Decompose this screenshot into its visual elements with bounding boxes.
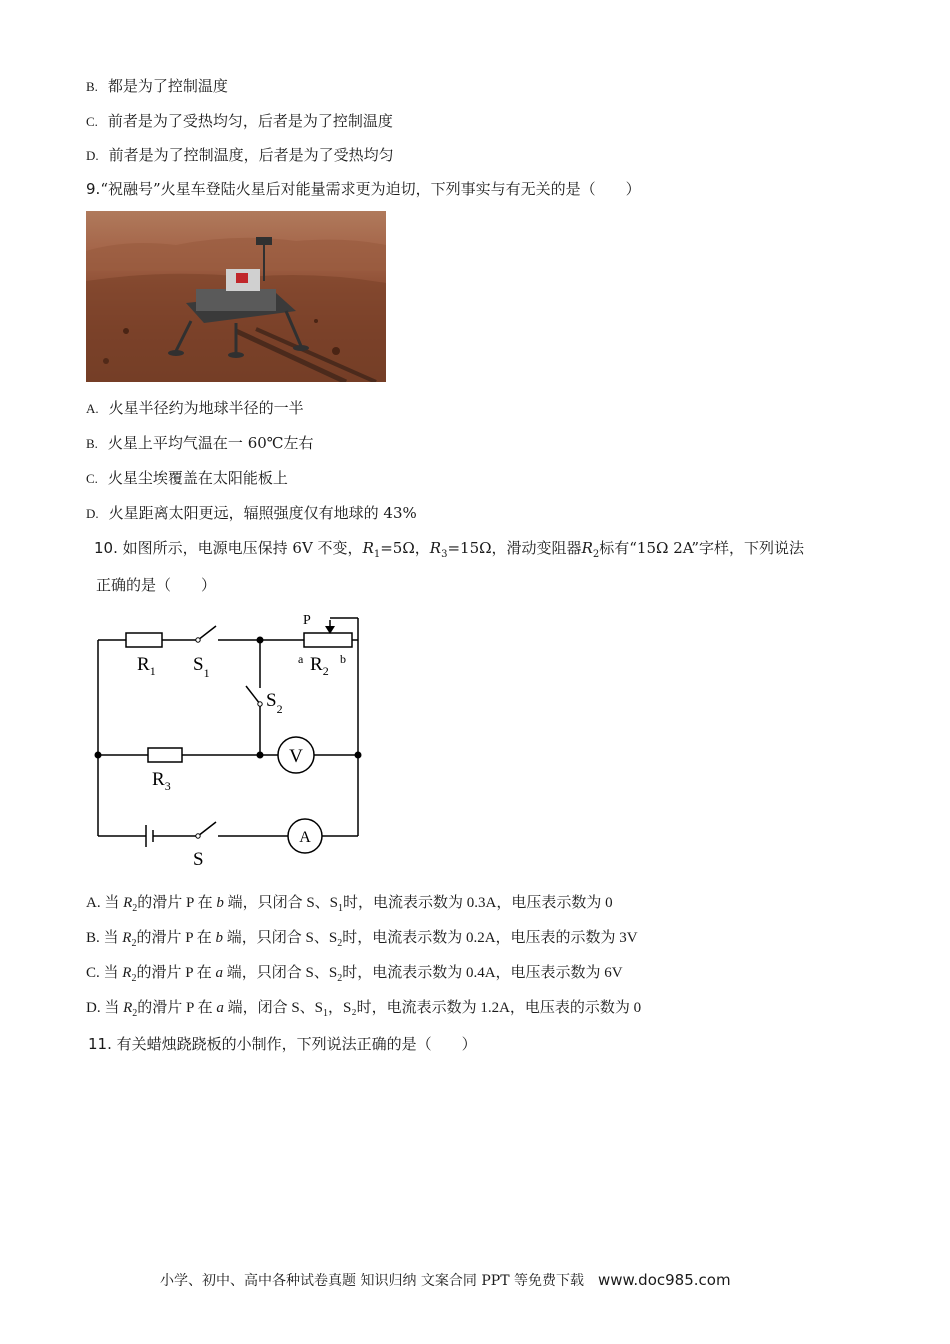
q10-stem: 10. 如图所示，电源电压保持 6V 不变，$R_1=5\Omega$，$R_3=15\Omega$，滑动变阻器$R_2$标有“15Ω 2A”字样，下列说法 <box>94 539 805 560</box>
q9-option-c: C. 火星尘埃覆盖在太阳能板上 <box>86 469 288 487</box>
question-number: 11. <box>88 1035 112 1053</box>
q10-option-b: B. 当 $R_2$的滑片 P 在 b 端，只闭合 S、$S_2$时，电流表示数为 0.2A，电压表的示数为 3V <box>86 930 638 949</box>
rheostat-r2 <box>304 633 352 647</box>
q10-option-c: C. 当 $R_2$的滑片 P 在 a 端，只闭合 S、$S_2$时，电流表示数为 0.4A，电压表示数为 6V <box>86 965 623 984</box>
q9-option-d: D. 火星距离太阳更远，辐照强度仅有地球的 43% <box>86 504 417 522</box>
q10-option-a: A. 当 $R_2$的滑片 P 在 b 端，只闭合 S、$S_1$时，电流表示数为 0.3A，电压表示数为 0 <box>86 895 613 914</box>
label-b-end: b <box>340 652 346 666</box>
switch-s1 <box>198 626 216 640</box>
q11-stem: 11. 有关蜡烛跷跷板的小制作，下列说法正确的是（ ） <box>88 1035 477 1053</box>
ammeter-label: A <box>299 829 311 846</box>
label-s1: $S_1$ <box>193 654 210 680</box>
mars-rover-photo <box>86 211 386 382</box>
label-s2: $S_2$ <box>266 690 283 716</box>
switch-s <box>198 822 216 836</box>
label-s: S <box>193 849 204 870</box>
switch-s2 <box>246 686 260 704</box>
q10-stem-line2: 正确的是（ ） <box>96 576 217 594</box>
label-p: P <box>303 613 311 628</box>
label-r3: $R_3$ <box>152 769 171 793</box>
q8-option-d: D. 前者是为了控制温度，后者是为了受热均匀 <box>86 146 394 164</box>
label-a-end: a <box>298 652 304 666</box>
q9-stem: 9.“祝融号”火星车登陆火星后对能量需求更为迫切，下列事实与有无关的是（ ） <box>86 180 641 198</box>
footer-url[interactable]: www.doc985.com <box>597 1271 731 1289</box>
voltmeter-label: V <box>289 746 303 767</box>
label-r1: $R_1$ <box>137 654 156 678</box>
q10-option-d: D. 当 $R_2$的滑片 P 在 a 端，闭合 S、$S_1$，S₂时，电流表示数为 1.2A，电压表的示数为 0 <box>86 1000 642 1019</box>
page-footer: 小学、初中、高中各种试卷真题 知识归纳 文案合同 PPT 等免费下载 www.doc985.com <box>160 1271 731 1289</box>
q8-option-b: B. 都是为了控制温度 <box>86 77 228 95</box>
question-number: 10. <box>94 539 118 557</box>
resistor-r3 <box>148 748 182 762</box>
q9-option-a: A. 火星半径约为地球半径的一半 <box>86 399 304 417</box>
resistor-r1 <box>126 633 162 647</box>
question-number: 9. <box>86 180 101 198</box>
label-r2: $R_2$ <box>310 654 329 678</box>
q8-option-c: C. 前者是为了受热均匀，后者是为了控制温度 <box>86 112 393 130</box>
circuit-diagram <box>80 600 380 875</box>
q9-option-b: B. 火星上平均气温在一 60℃左右 <box>86 434 314 452</box>
